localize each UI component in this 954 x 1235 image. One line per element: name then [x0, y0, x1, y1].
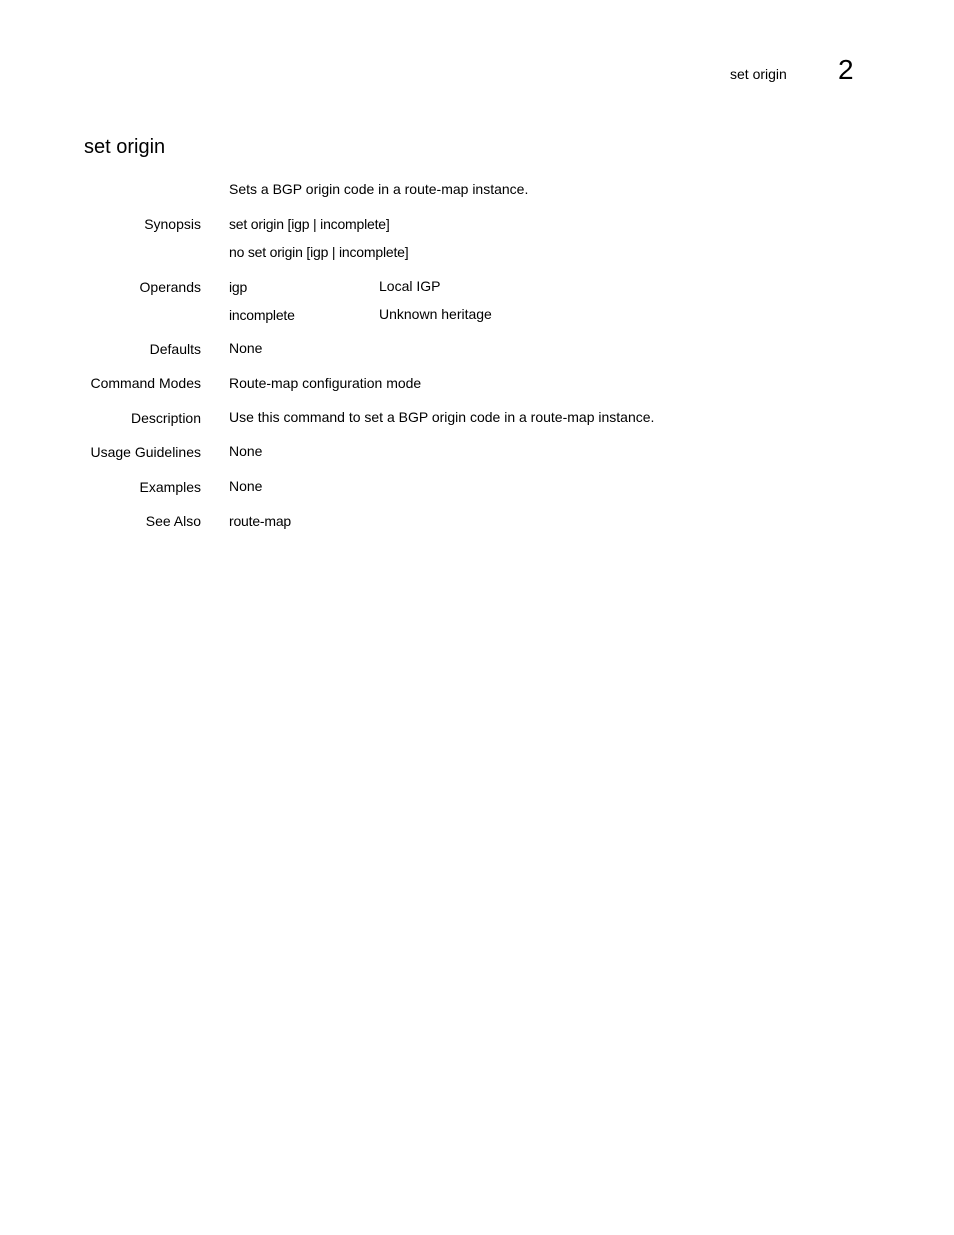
- synopsis-line-1: [229, 215, 390, 233]
- operand-description: Local IGP: [379, 278, 441, 294]
- synopsis-separator: |: [313, 216, 317, 232]
- description-value: Use this command to set a BGP origin code in a route-map instance.: [229, 409, 655, 425]
- synopsis-bracket-close: ]: [404, 244, 409, 260]
- synopsis-line-2: [229, 243, 408, 261]
- synopsis-bracket-open: [: [287, 216, 292, 232]
- synopsis-bracket-open: [: [306, 244, 311, 260]
- page-title: set origin: [84, 136, 166, 158]
- command-summary: Sets a BGP origin code in a route-map instance.: [229, 181, 529, 197]
- operand-name: igp: [229, 279, 248, 295]
- synopsis-command: set origin: [229, 216, 284, 232]
- see-also-link-route-map[interactable]: route-map: [229, 513, 292, 529]
- defaults-value: None: [229, 340, 263, 356]
- description-label: Description: [130, 410, 201, 426]
- operand-description: Unknown heritage: [379, 306, 492, 322]
- see-also-label: See Also: [145, 513, 201, 529]
- usage-guidelines-value: None: [229, 443, 263, 459]
- command-modes-label: Command Modes: [90, 375, 201, 391]
- running-title: set origin: [730, 66, 787, 82]
- operand-name: incomplete: [229, 307, 295, 323]
- synopsis-bracket-close: ]: [385, 216, 390, 232]
- operands-label: Operands: [139, 279, 201, 295]
- synopsis-option-igp: igp: [291, 216, 310, 232]
- examples-value: None: [229, 478, 263, 494]
- command-modes-value: Route-map configuration mode: [229, 375, 422, 391]
- defaults-label: Defaults: [149, 341, 201, 357]
- running-header: [0, 54, 954, 94]
- synopsis-option-incomplete: incomplete: [339, 244, 405, 260]
- synopsis-label: Synopsis: [144, 216, 201, 232]
- synopsis-option-incomplete: incomplete: [320, 216, 386, 232]
- examples-label: Examples: [139, 479, 201, 495]
- synopsis-separator: |: [331, 244, 336, 260]
- synopsis-command: no set origin: [229, 244, 303, 260]
- usage-guidelines-label: Usage Guidelines: [90, 444, 201, 460]
- chapter-number: 2: [838, 54, 854, 85]
- synopsis-option-igp: igp: [310, 244, 329, 260]
